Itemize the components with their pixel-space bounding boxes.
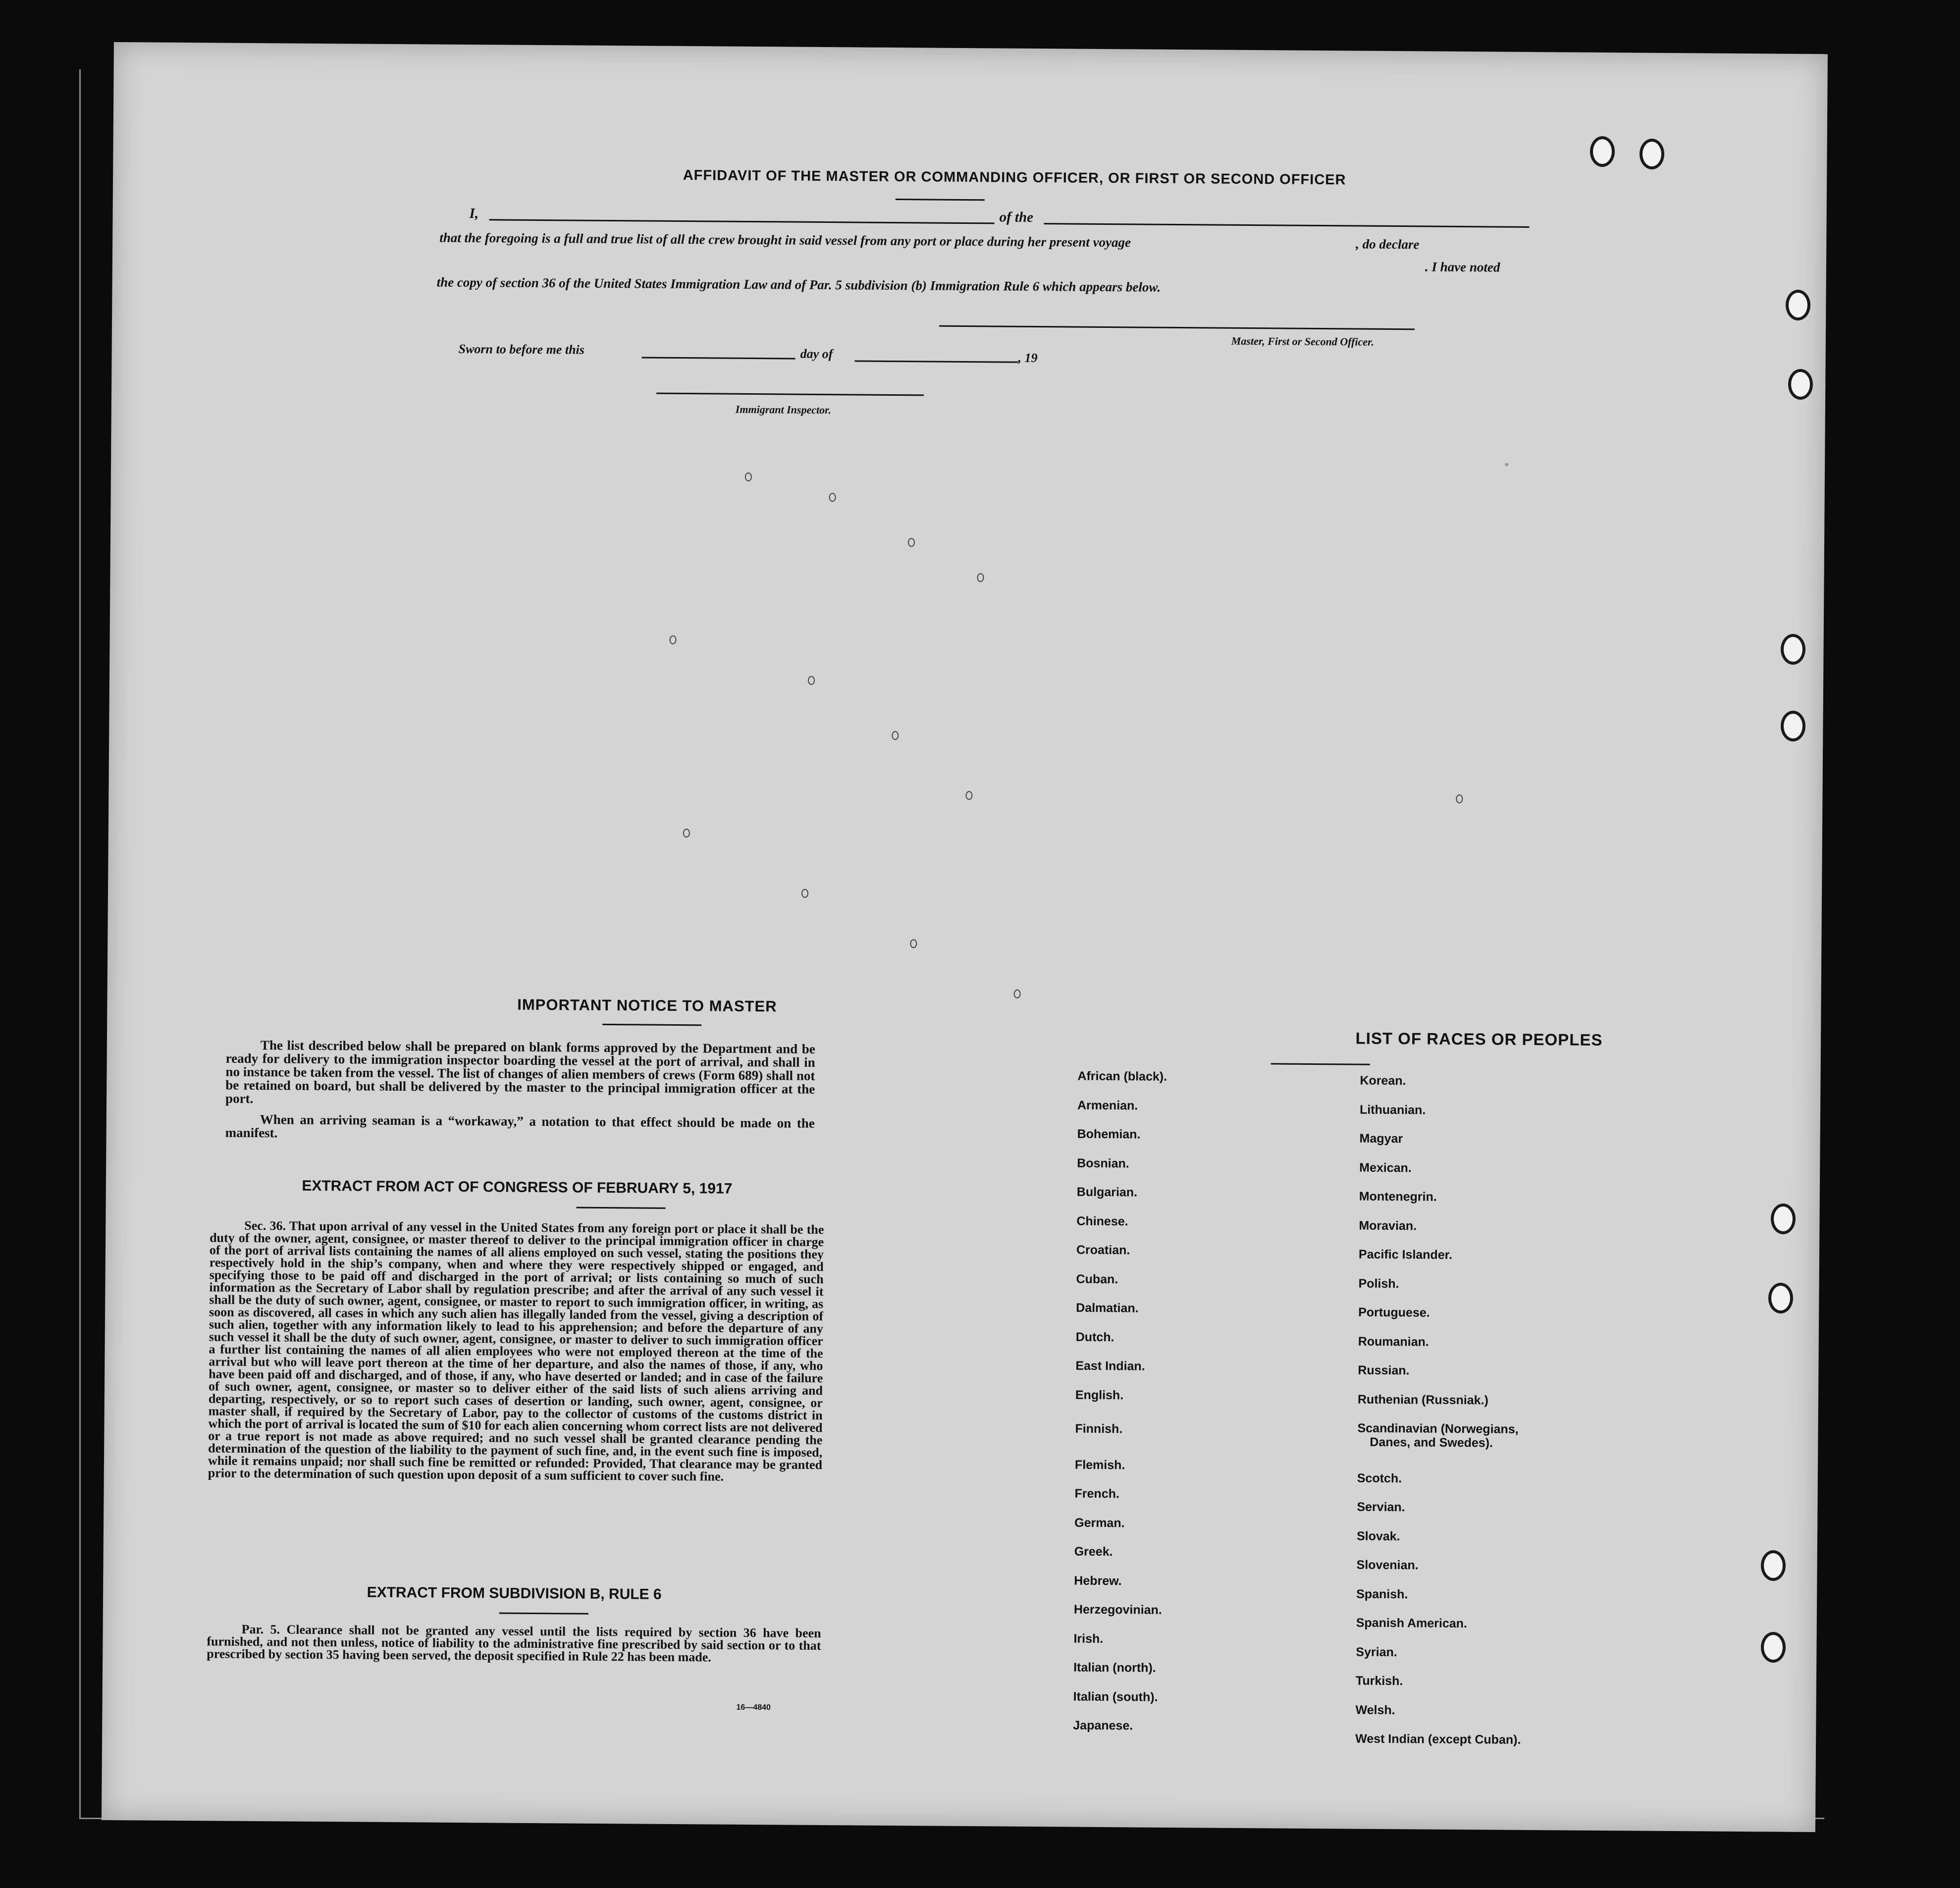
rule-divider	[499, 1613, 588, 1615]
bleed-dot	[977, 573, 984, 582]
notice-paragraph-1: The list described below shall be prepared on blank forms approved by the Department and be ready for delivery to the immigration inspector boarding the vessel at the port of arrival, and shall in no instance be taken from the vessel. The list of changes of alien members of crews (Form 689) shall not be retained on board, but shall be delivered by the master to the principal immigration officer at the port.	[225, 1038, 815, 1106]
race-item: East Indian.	[1075, 1359, 1145, 1373]
race-item: Mexican.	[1359, 1160, 1412, 1175]
race-item: Spanish American.	[1356, 1616, 1468, 1631]
race-item: Irish.	[1073, 1631, 1104, 1646]
race-item: Lithuanian.	[1359, 1102, 1426, 1117]
race-item: Scotch.	[1357, 1471, 1402, 1485]
races-title: LIST OF RACES OR PEOPLES	[1355, 1029, 1603, 1049]
bleed-dot	[965, 791, 972, 800]
race-item: Slovak.	[1356, 1529, 1400, 1543]
race-item: Syrian.	[1356, 1645, 1397, 1659]
race-item: Bulgarian.	[1076, 1185, 1138, 1200]
section-36-text: That upon arrival of any vessel in the United States from any foreign port or place it shall be the duty of the owner, agent, consignee, or master thereof to deliver to the principal immigration officer in charge of the port of arrival lists containing the names of all aliens employed on such vessel, stating the positions they respectively hold in the ship’s company, when and where they were respectively shipped or engaged, and specifying those to be paid off and discharged in the port of arrival; or lists containing so much of such information as the Secretary of Labor shall by regulation prescribe; and after the arrival of any such vessel it shall be the duty of such owner, agent, consignee, or master to report to such immigration officer, in writing, as soon as discovered, all cases in which any such alien has illegally landed from the vessel, giving a description of such alien, together with any information likely to lead to his apprehension; and before the departure of any such vessel it shall be the duty of such owner, agent, consignee, or master to deliver to such immigration officer a further list containing the names of all alien employees who were not employed thereon at the time of the arrival but who will leave port thereon at the time of her departure, and also the names of those, if any, who have been paid off and discharged, and of those, if any, who have deserted or landed; and in case of the failure of such owner, agent, consignee, or master so to deliver either of the said lists of such aliens arriving and departing, respectively, or so to report such cases of desertion or landing, such owner, agent, consignee, or master shall, if required by the Secretary of Labor, pay to the collector of customs of the customs district in which the port of arrival is located the sum of $10 for each alien concerning whom correct lists are not delivered or a true report is not made as above required; and no such vessel shall be granted clearance pending the determination of the question of the liability to the payment of such fine, and, in the event such fine is imposed, while it remains unpaid; nor shall such fine be remitted or refunded: Provided, That clearance may be granted prior to the determination of such question upon deposit of a sum sufficient to cover such fine.	[208, 1218, 824, 1484]
extract-rule-title: EXTRACT FROM SUBDIVISION B, RULE 6	[367, 1584, 662, 1603]
extract-act-title: EXTRACT FROM ACT OF CONGRESS OF FEBRUARY 5, 1917	[302, 1177, 733, 1197]
month-line	[855, 360, 1018, 363]
inspector-line	[656, 393, 924, 396]
races-left-column	[1073, 1069, 1301, 1764]
punch-hole	[1761, 1550, 1786, 1581]
affidavit-section-text: the copy of section 36 of the United States Immigration Law and of Par. 5 subdivision (b) Immigration Rule 6 which appears below.	[436, 274, 1161, 295]
race-item: Dalmatian.	[1076, 1301, 1139, 1315]
bleed-dot	[910, 939, 917, 948]
race-item: Croatian.	[1076, 1243, 1130, 1258]
race-item: Dutch.	[1075, 1330, 1114, 1344]
race-item: Welsh.	[1355, 1703, 1395, 1717]
race-item: Chinese.	[1076, 1214, 1128, 1228]
race-item: Bosnian.	[1077, 1156, 1129, 1170]
inspector-label: Immigrant Inspector.	[735, 403, 832, 417]
race-item: Montenegrin.	[1359, 1189, 1437, 1204]
vessel-line	[1044, 223, 1529, 228]
race-item: African (black).	[1077, 1069, 1167, 1084]
bleed-dot	[808, 676, 815, 685]
bleed-dot	[1456, 794, 1463, 803]
bleed-dot	[745, 472, 752, 481]
race-item: Spanish.	[1356, 1587, 1408, 1601]
bleed-dot	[908, 538, 915, 547]
race-item: Cuban.	[1076, 1272, 1118, 1286]
punch-hole	[1768, 1283, 1793, 1313]
sworn-label: Sworn to before me this	[458, 341, 585, 357]
race-item: West Indian (except Cuban).	[1355, 1731, 1521, 1747]
race-item: Italian (north).	[1073, 1660, 1156, 1675]
race-item: Magyar	[1359, 1131, 1403, 1146]
punch-hole	[1781, 634, 1805, 665]
name-line	[489, 219, 995, 224]
race-item: Ruthenian (Russniak.)	[1357, 1392, 1488, 1407]
sworn-day-line	[642, 357, 795, 359]
act-divider	[577, 1207, 666, 1209]
notice-title: IMPORTANT NOTICE TO MASTER	[517, 996, 777, 1015]
race-item: Korean.	[1360, 1073, 1406, 1088]
extract-act-text	[208, 1219, 824, 1483]
bleed-dot	[683, 829, 690, 838]
race-item: Russian.	[1358, 1363, 1410, 1378]
notice-divider	[602, 1024, 701, 1026]
race-item: Slovenian.	[1356, 1558, 1419, 1573]
punch-hole	[1781, 711, 1805, 741]
race-item: Moravian.	[1359, 1218, 1417, 1233]
title-divider	[896, 199, 985, 201]
section-label: Sec. 36.	[244, 1218, 286, 1233]
form-number: 16—4840	[736, 1703, 771, 1712]
race-item: Bohemian.	[1077, 1127, 1141, 1142]
race-item: Armenian.	[1077, 1098, 1138, 1112]
race-item: Portuguese.	[1358, 1305, 1430, 1320]
signature-line	[939, 325, 1415, 330]
race-item: Pacific Islander.	[1358, 1247, 1453, 1262]
races-divider	[1271, 1063, 1370, 1065]
race-item: Danes, and Swedes).	[1370, 1435, 1493, 1450]
race-item: Flemish.	[1074, 1458, 1125, 1472]
race-item: Polish.	[1358, 1276, 1399, 1291]
affidavit-title: AFFIDAVIT OF THE MASTER OR COMMANDING OFFICER, OR FIRST OR SECOND OFFICER	[683, 167, 1346, 188]
race-item: English.	[1075, 1388, 1124, 1402]
race-item: Greek.	[1074, 1544, 1113, 1559]
punch-hole	[1786, 290, 1810, 320]
affidavit-declare: , do declare	[1356, 236, 1420, 252]
race-item: Turkish.	[1355, 1674, 1403, 1688]
signature-label: Master, First or Second Officer.	[1231, 334, 1374, 348]
extract-rule-text: Par. 5. Clearance shall not be granted any vessel until the lists required by section 36 have been furnished, and not then unless, notice of liability to the administrative fine prescribed by said section or to that prescribed by section 35 having been served, the deposit specified in Rule 22 has been made.	[207, 1622, 821, 1665]
bleed-dot	[892, 731, 899, 740]
race-item: Japanese.	[1073, 1718, 1133, 1733]
race-item: Scandinavian (Norwegians,	[1357, 1421, 1519, 1436]
race-item: Servian.	[1357, 1500, 1405, 1515]
race-item: Finnish.	[1075, 1421, 1123, 1436]
affidavit-of-the-label: of the	[999, 209, 1034, 225]
punch-hole	[1590, 136, 1615, 167]
bleed-through-text: •	[1502, 458, 1511, 473]
bleed-dot	[801, 889, 808, 898]
bleed-dot	[670, 635, 677, 644]
affidavit-declaration-text: that the foregoing is a full and true list of all the crew brought in said vessel from any port or place during her present voyage	[439, 230, 1131, 250]
race-item: Italian (south).	[1073, 1689, 1158, 1704]
punch-hole	[1761, 1632, 1786, 1663]
race-item: Roumanian.	[1358, 1334, 1429, 1349]
race-item: German.	[1074, 1516, 1125, 1530]
bleed-dot	[1014, 990, 1021, 998]
affidavit-i-label: I,	[469, 206, 479, 222]
punch-hole	[1771, 1204, 1796, 1234]
punch-hole	[1788, 369, 1813, 400]
race-item: Herzegovinian.	[1073, 1602, 1162, 1617]
punch-hole	[1640, 139, 1664, 169]
races-right-column	[1355, 1074, 1608, 1769]
race-item: French.	[1074, 1486, 1119, 1501]
affidavit-noted: . I have noted	[1425, 259, 1500, 275]
race-item: Hebrew.	[1074, 1573, 1122, 1588]
document-page	[102, 42, 1828, 1832]
year-label: , 19	[1018, 350, 1038, 366]
day-of-label: day of	[800, 346, 833, 362]
bleed-dot	[829, 493, 836, 502]
notice-paragraph-2: When an arriving seaman is a “workaway,” a notation to that effect should be made on the manifest.	[225, 1112, 815, 1141]
